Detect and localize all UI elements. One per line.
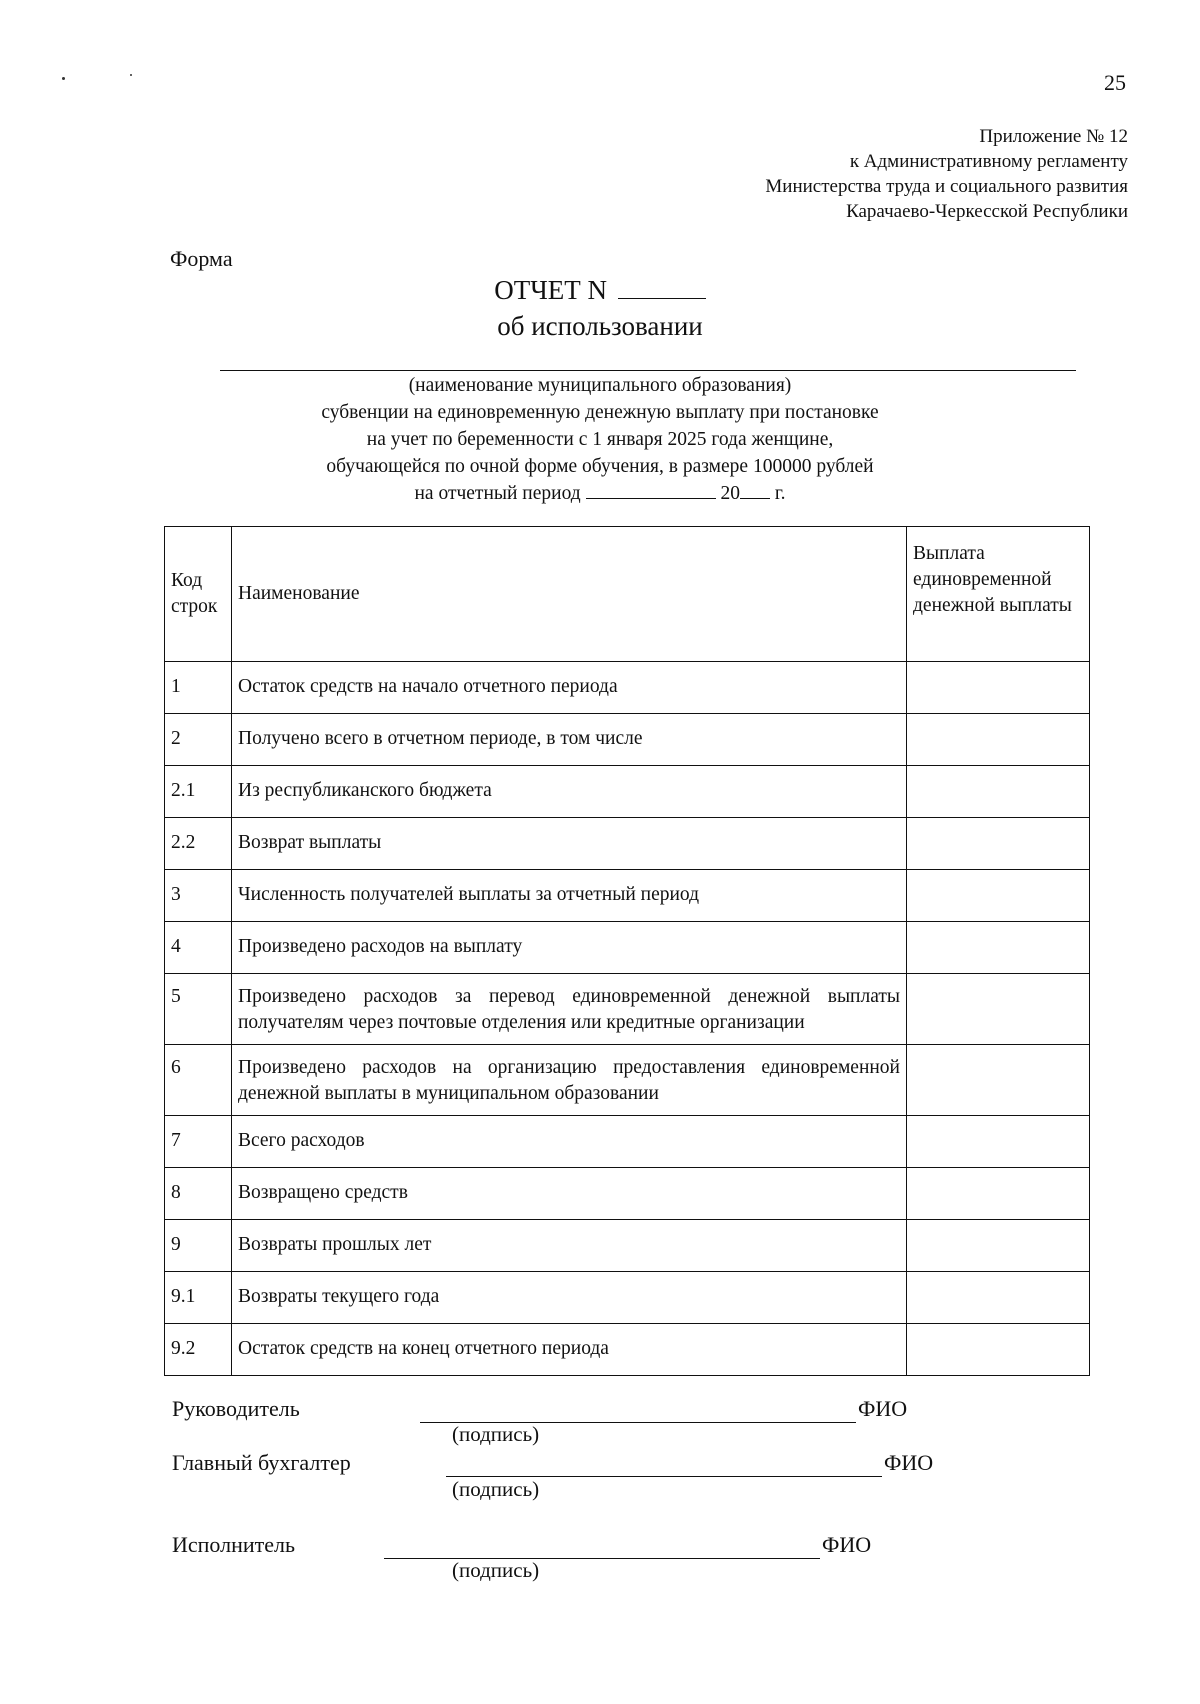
year-suffix: г.	[774, 483, 786, 504]
row-code: 6	[165, 1045, 232, 1116]
row-value-cell[interactable]	[907, 1272, 1090, 1324]
table-row	[165, 1324, 1090, 1376]
table-row	[165, 1045, 1090, 1116]
header-value: Выплата единовременной денежной выплаты	[907, 527, 1090, 662]
report-table	[164, 526, 1090, 1376]
table-row	[165, 766, 1090, 818]
report-number-label: ОТЧЕТ N	[494, 275, 608, 305]
municipality-name-line	[220, 370, 1076, 371]
table-row	[165, 662, 1090, 714]
row-name: Получено всего в отчетном периоде, в том числе	[232, 714, 907, 766]
table-row	[165, 818, 1090, 870]
appendix-line: Карачаево-Черкесской Республики	[846, 201, 1128, 222]
table-row	[165, 1272, 1090, 1324]
row-value-cell[interactable]	[907, 1045, 1090, 1116]
row-value-cell[interactable]	[907, 662, 1090, 714]
row-code: 8	[165, 1168, 232, 1220]
row-value-cell[interactable]	[907, 818, 1090, 870]
row-name: Возврат выплаты	[232, 818, 907, 870]
period-label: на отчетный период	[414, 483, 581, 504]
scan-speck	[130, 74, 132, 76]
row-value-cell[interactable]	[907, 766, 1090, 818]
subtitle-line: на учет по беременности с 1 января 2025 года женщине,	[366, 429, 834, 450]
report-subtitle	[0, 372, 1200, 507]
scan-speck	[62, 77, 65, 80]
appendix-header	[765, 124, 1128, 224]
table-row	[165, 1220, 1090, 1272]
row-code: 2.2	[165, 818, 232, 870]
row-name: Всего расходов	[232, 1116, 907, 1168]
form-label: Форма	[170, 246, 233, 271]
row-code: 3	[165, 870, 232, 922]
appendix-line: Приложение № 12	[979, 126, 1128, 147]
row-name: Возвраты текущего года	[232, 1272, 907, 1324]
row-value-cell[interactable]	[907, 1324, 1090, 1376]
table-row	[165, 1168, 1090, 1220]
report-title	[0, 272, 1200, 344]
row-name: Из республиканского бюджета	[232, 766, 907, 818]
row-name: Произведено расходов за перевод единовременной денежной выплаты получателям через почтовые отделения или кредитные организации	[232, 974, 907, 1045]
row-value-cell[interactable]	[907, 974, 1090, 1045]
row-code: 1	[165, 662, 232, 714]
row-name: Произведено расходов на организацию предоставления единовременной денежной выплаты в муниципальном образовании	[232, 1045, 907, 1116]
row-name: Произведено расходов на выплату	[232, 922, 907, 974]
row-name: Возвращено средств	[232, 1168, 907, 1220]
header-name: Наименование	[232, 527, 907, 662]
appendix-line: к Административному регламенту	[849, 151, 1128, 172]
executor-signature-line	[384, 1558, 820, 1559]
row-value-cell[interactable]	[907, 922, 1090, 974]
accountant-label: Главный бухгалтер	[172, 1450, 351, 1475]
row-value-cell[interactable]	[907, 1220, 1090, 1272]
table-row	[165, 714, 1090, 766]
row-value-cell[interactable]	[907, 1168, 1090, 1220]
report-title-line1	[0, 272, 1200, 308]
table-row	[165, 922, 1090, 974]
accountant-fio: ФИО	[884, 1450, 934, 1475]
row-name: Остаток средств на начало отчетного периода	[232, 662, 907, 714]
report-number-blank	[618, 274, 706, 299]
row-name: Остаток средств на конец отчетного периода	[232, 1324, 907, 1376]
table-row	[165, 974, 1090, 1045]
row-code: 9.2	[165, 1324, 232, 1376]
page-number: 25	[1104, 70, 1126, 95]
row-code: 2	[165, 714, 232, 766]
row-code: 9	[165, 1220, 232, 1272]
head-signature-caption: (подпись)	[452, 1422, 540, 1446]
row-code: 5	[165, 974, 232, 1045]
report-title-line2: об использовании	[497, 311, 703, 341]
row-name: Возвраты прошлых лет	[232, 1220, 907, 1272]
table-header-row	[165, 527, 1090, 662]
header-code: Код строк	[165, 527, 232, 662]
row-code: 9.1	[165, 1272, 232, 1324]
row-name: Численность получателей выплаты за отчетный период	[232, 870, 907, 922]
row-value-cell[interactable]	[907, 714, 1090, 766]
row-value-cell[interactable]	[907, 1116, 1090, 1168]
accountant-signature-caption: (подпись)	[452, 1477, 540, 1501]
table-row	[165, 1116, 1090, 1168]
row-code: 7	[165, 1116, 232, 1168]
row-value-cell[interactable]	[907, 870, 1090, 922]
period-blank	[586, 480, 716, 499]
head-fio: ФИО	[858, 1396, 908, 1421]
head-label: Руководитель	[172, 1396, 300, 1421]
row-code: 4	[165, 922, 232, 974]
subtitle-line: субвенции на единовременную денежную выплату при постановке	[321, 402, 879, 423]
row-code: 2.1	[165, 766, 232, 818]
executor-label: Исполнитель	[172, 1532, 296, 1557]
table-row	[165, 870, 1090, 922]
municipality-caption: (наименование муниципального образования)	[408, 375, 792, 396]
executor-signature-caption: (подпись)	[452, 1558, 540, 1582]
year-blank	[740, 480, 770, 499]
period-line	[0, 480, 1200, 507]
period-year: 20	[720, 483, 740, 504]
executor-fio: ФИО	[822, 1532, 872, 1557]
appendix-line: Министерства труда и социального развития	[765, 176, 1128, 197]
subtitle-line: обучающейся по очной форме обучения, в размере 100000 рублей	[326, 456, 874, 477]
